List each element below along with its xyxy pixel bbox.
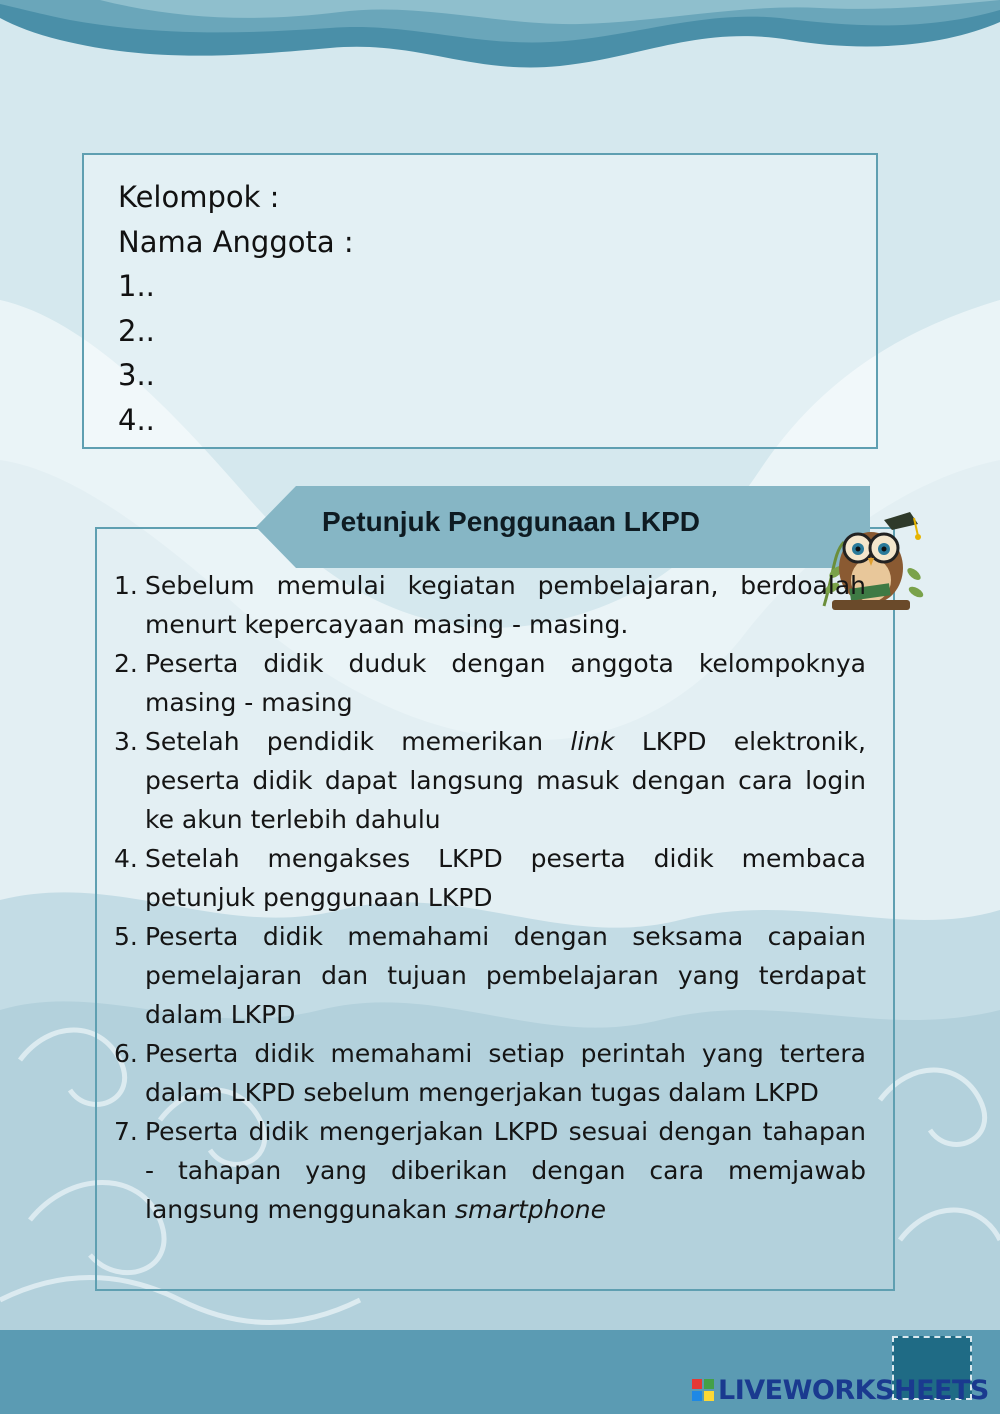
instructions-title: Petunjuk Penggunaan LKPD [322,506,701,537]
member-line: 2.. [118,313,155,348]
step-text: Peserta didik memahami dengan seksama capaian pemelajaran dan tujuan pembelajaran yang terdapat dalam LKPD [145,922,866,1029]
member-line: 4.. [118,402,155,437]
step-number: 5. [114,922,138,951]
step-text: Sebelum memulai kegiatan pembelajaran, berdoalah menurt kepercayaan masing - masing. [145,571,866,639]
step-number: 4. [114,844,138,873]
step-text-post: LKPD elektronik, peserta didik dapat langsung masuk dengan cara login ke akun terlebih dahulu [145,727,866,834]
group-info-box [82,153,878,449]
liveworksheets-logo-icon [692,1379,714,1401]
member-line: 1.. [118,269,155,303]
step-number: 3. [114,727,138,756]
step-text-pre: Setelah pendidik memerikan [145,727,571,756]
step-text-pre: Peserta didik mengerjakan LKPD sesuai dengan tahapan - tahapan yang diberikan dengan cara memjawab langsung menggunakan [145,1117,866,1224]
kelompok-label: Kelompok : [118,180,280,214]
step-text: Peserta didik duduk dengan anggota kelompoknya masing - masing [145,649,866,717]
list-item [114,644,866,722]
step-text-italic: smartphone [455,1195,607,1224]
step-number: 1. [114,571,138,600]
instructions-list [114,566,866,1229]
brand-name: LIVEWORKSHEETS [718,1374,989,1406]
list-item [114,839,866,917]
step-number: 7. [114,1117,138,1146]
member-line: 3.. [118,358,155,392]
step-text-italic: link [570,727,615,756]
members-label: Nama Anggota : [118,224,354,259]
step-text: Setelah mengakses LKPD peserta didik membaca petunjuk penggunaan LKPD [145,844,866,912]
step-number: 2. [114,649,138,678]
step-number: 6. [114,1039,138,1068]
list-item [114,722,866,839]
liveworksheets-logo[interactable] [692,1372,989,1408]
list-item [114,566,866,644]
list-item [114,917,866,1034]
step-text: Peserta didik memahami setiap perintah yang tertera dalam LKPD sebelum mengerjakan tugas dalam LKPD [145,1039,866,1107]
list-item [114,1034,866,1112]
list-item [114,1112,866,1229]
